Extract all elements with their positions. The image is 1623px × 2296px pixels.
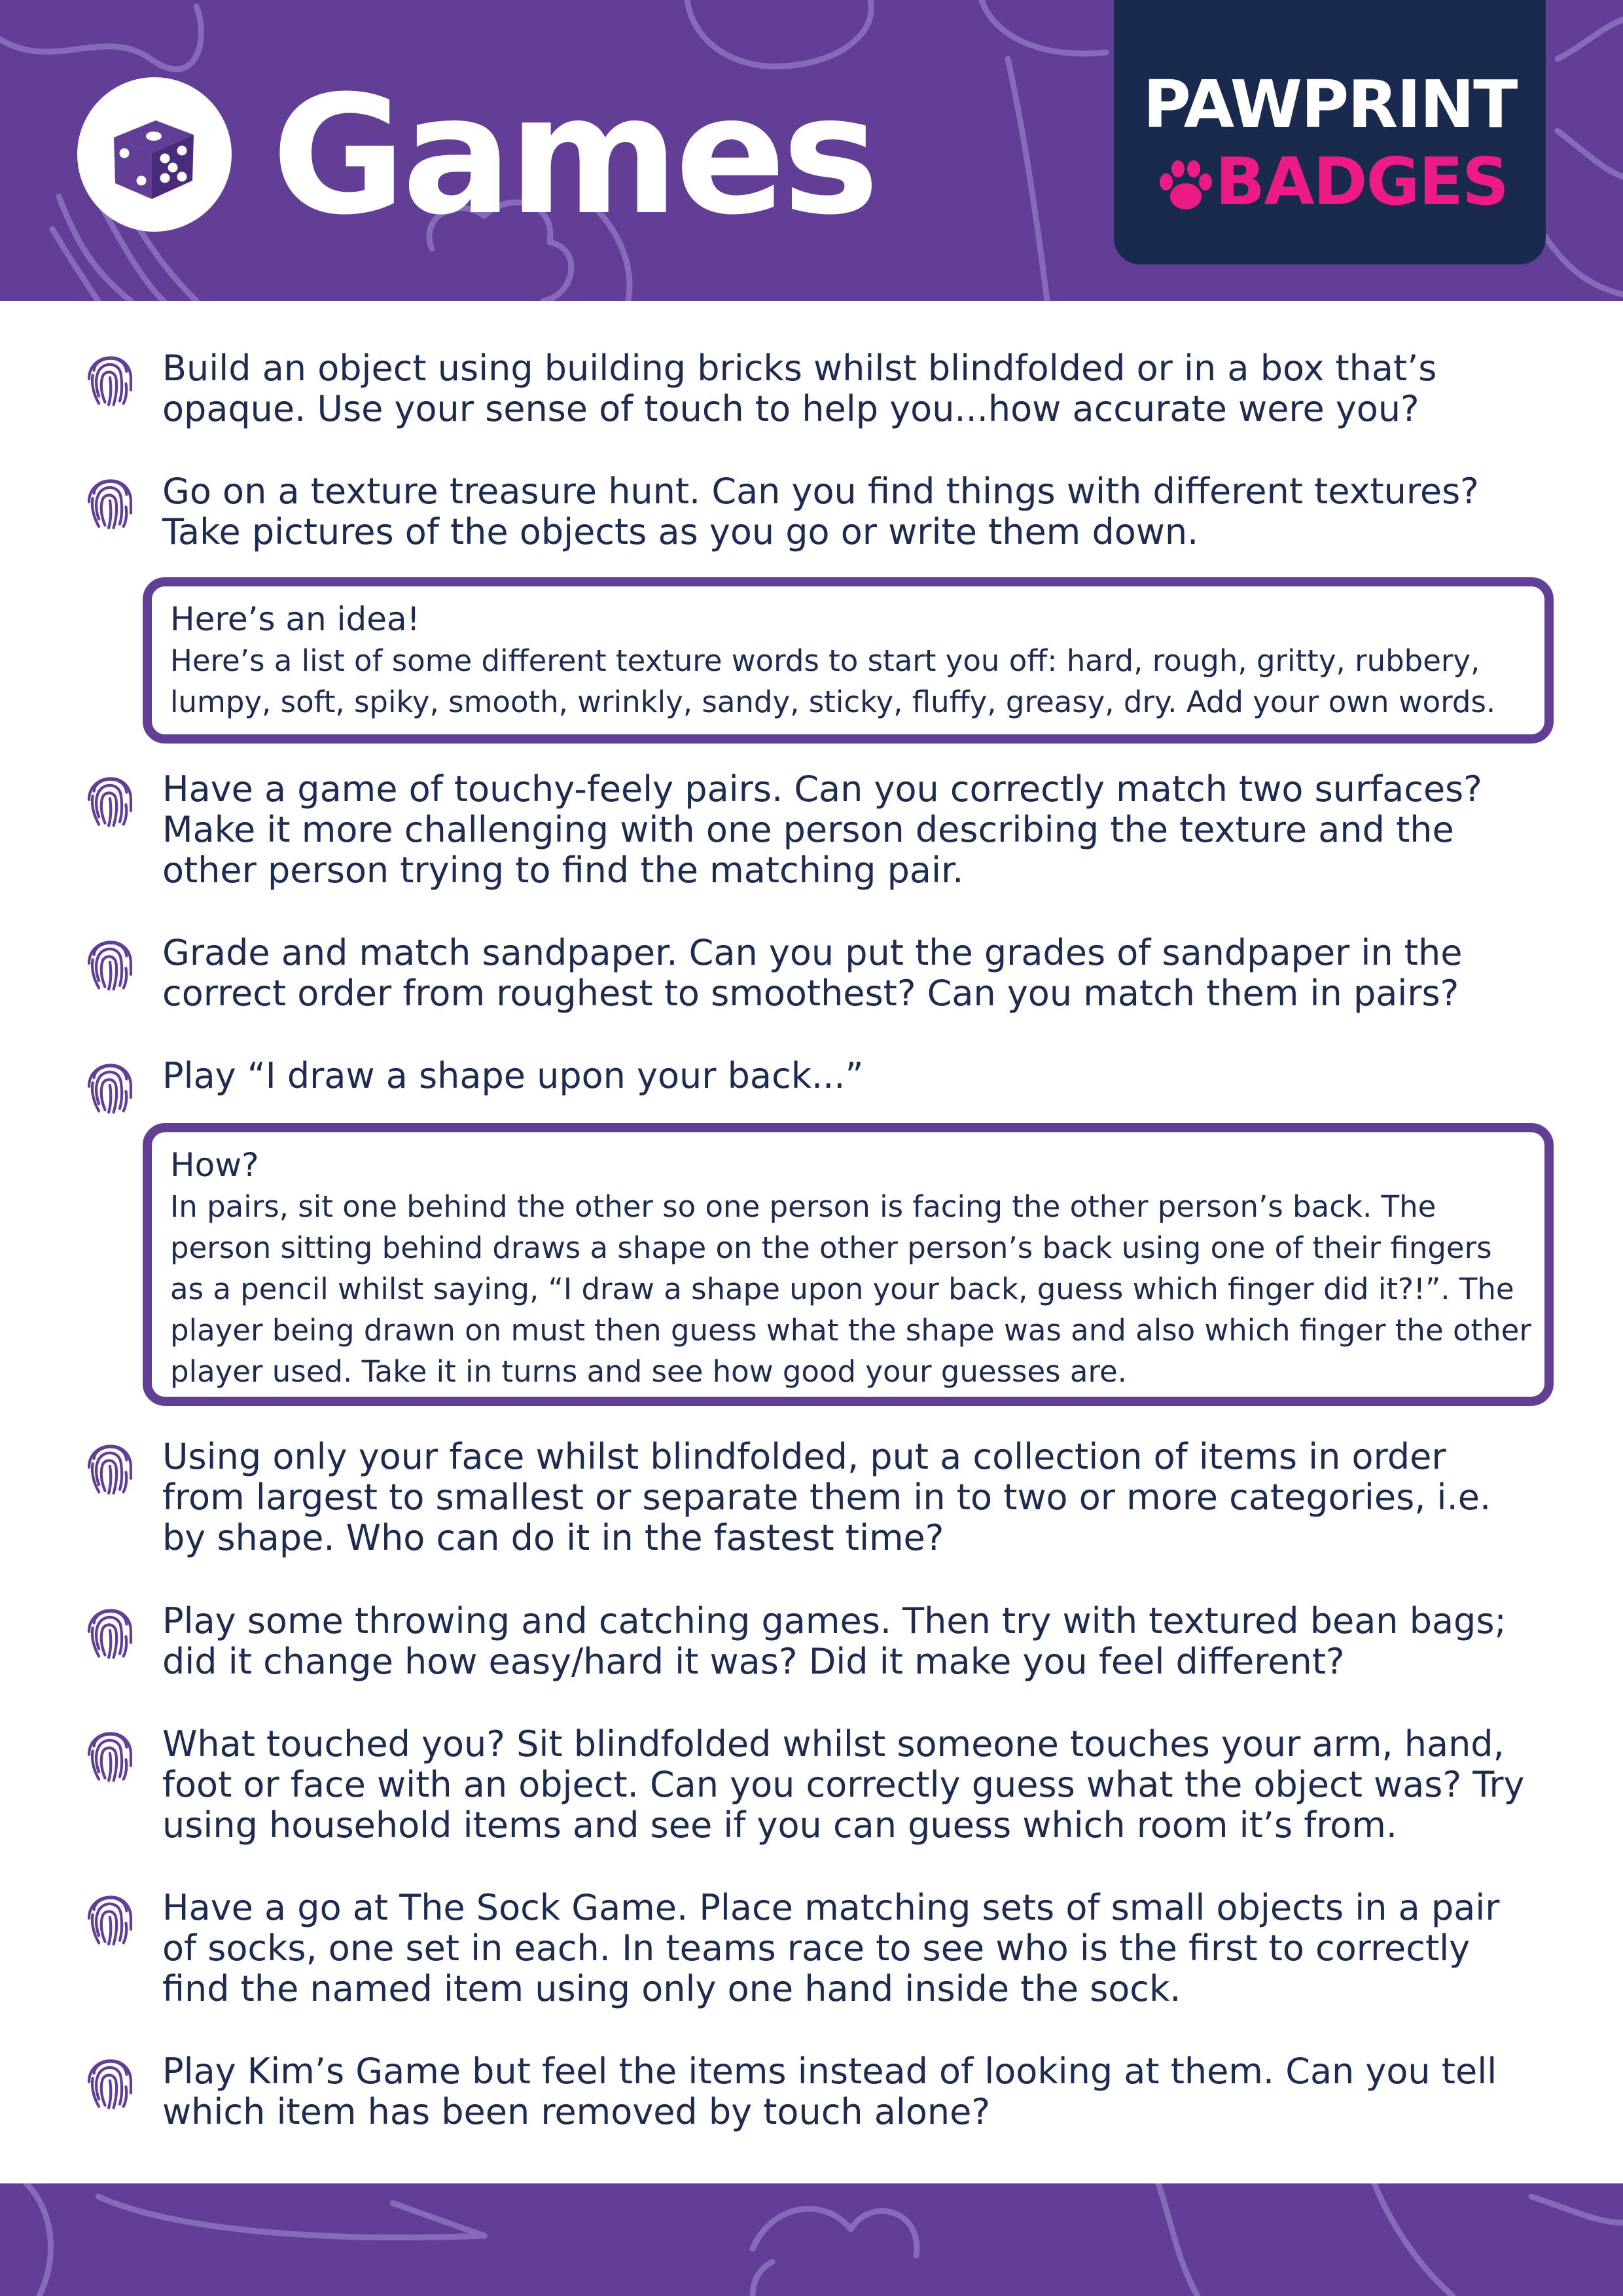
- idea-box: [143, 577, 1554, 744]
- footer-doodles: [0, 2183, 1623, 2296]
- pawprint-badges-logo: [1114, 0, 1546, 264]
- fingerprint-icon: [85, 470, 135, 531]
- fingerprint-icon: [85, 931, 135, 993]
- list-item-text: What touched you? Sit blindfolded whilst someone touches your arm, hand, foot or face with an object. Can you correctly guess what the object was? Try using household items and see if you can guess which room it’s from.: [162, 1723, 1525, 1846]
- fingerprint-icon: [85, 1600, 135, 1661]
- logo-text-badges: BADGES: [1215, 143, 1508, 220]
- list-item-text: Grade and match sandpaper. Can you put the grades of sandpaper in the correct order from roughest to smoothest? Can you match them in pairs?: [162, 932, 1463, 1014]
- idea-box-body: Here’s a list of some different texture words to start you off: hard, rough, gritty, rubbery, lumpy, soft, spiky, smooth, wrinkly, sandy, sticky, fluffy, greasy, dry. Add your own words.: [170, 643, 1496, 719]
- list-item-text: Have a game of touchy-feely pairs. Can you correctly match two surfaces? Make it more challenging with one person describing the texture and the other person trying to find the matching pair.: [162, 768, 1482, 891]
- dice-badge: [77, 77, 232, 232]
- list-item-text: Build an object using building bricks whilst blindfolded or in a box that’s opaque. Use your sense of touch to help you...how accurate were you?: [162, 348, 1437, 429]
- fingerprint-icon: [85, 1054, 135, 1116]
- fingerprint-icon: [85, 1723, 135, 1784]
- fingerprint-icon: [85, 1435, 135, 1497]
- list-item-text: Play “I draw a shape upon your back...”: [162, 1055, 864, 1096]
- logo-text-pawprint: PAWPRINT: [1143, 66, 1517, 143]
- list-item-text: Go on a texture treasure hunt. Can you find things with different textures? Take pictures of the objects as you go or write them down.: [162, 471, 1479, 552]
- footer-banner: [0, 2183, 1623, 2296]
- fingerprint-icon: [85, 1886, 135, 1948]
- how-box: [143, 1123, 1554, 1406]
- fingerprint-icon: [85, 347, 135, 408]
- how-box-body: In pairs, sit one behind the other so one person is facing the other person’s back. The person sitting behind draws a shape on the other person’s back using one of their fingers as a pencil whilst saying, “I draw a shape upon your back, guess which finger did it?!”. The player being drawn on must then guess what the shape was and also which finger the other player used. Take it in turns and see how good your guesses are.: [170, 1189, 1531, 1389]
- header-banner: [0, 0, 1623, 301]
- page-title: Games: [272, 60, 876, 251]
- paw-icon: [1154, 154, 1217, 217]
- list-item-text: Have a go at The Sock Game. Place matching sets of small objects in a pair of socks, one set in each. In teams race to see who is the first to correctly find the named item using only one hand inside the sock.: [162, 1887, 1500, 2009]
- list-item-text: Play some throwing and catching games. Then try with textured bean bags; did it change how easy/hard it was? Did it make you feel different?: [162, 1600, 1507, 1682]
- dice-icon: [77, 77, 232, 232]
- list-item-text: Using only your face whilst blindfolded, put a collection of items in order from largest to smallest or separate them in to two or more categories, i.e. by shape. Who can do it in the fastest time?: [162, 1436, 1491, 1558]
- idea-box-title: Here’s an idea!: [170, 600, 420, 638]
- fingerprint-icon: [85, 768, 135, 829]
- list-item-text: Play Kim’s Game but feel the items instead of looking at them. Can you tell which item has been removed by touch alone?: [162, 2051, 1497, 2132]
- fingerprint-icon: [85, 2050, 135, 2111]
- how-box-title: How?: [170, 1146, 259, 1184]
